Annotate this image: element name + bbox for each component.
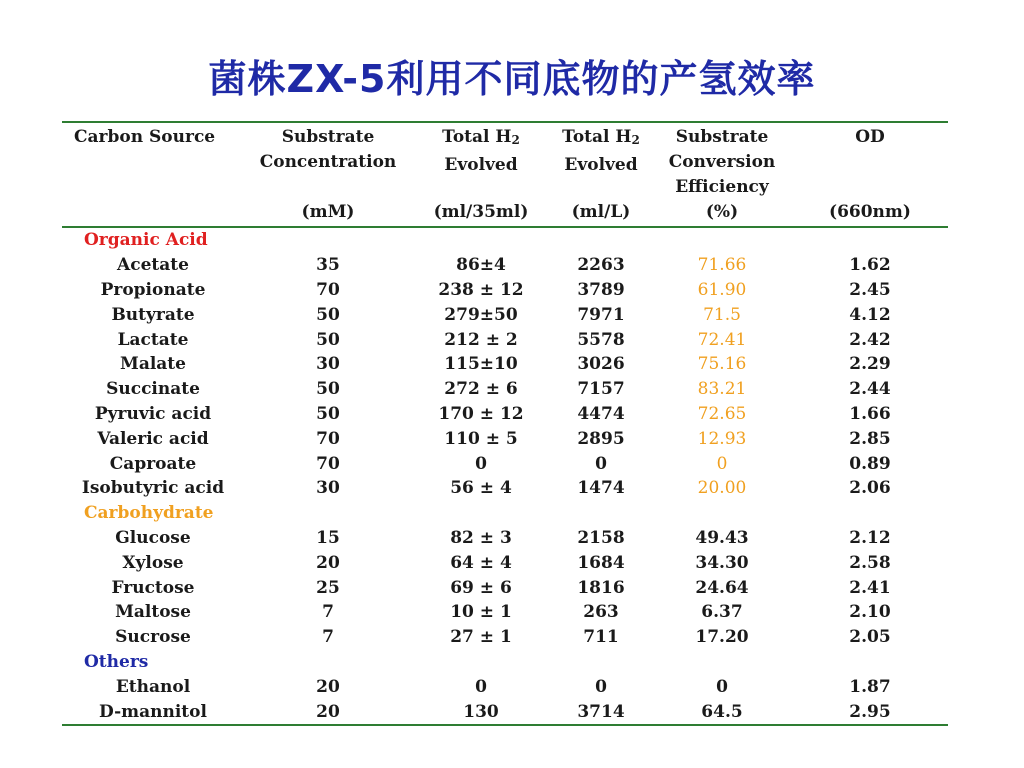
- cell-carbon-source: Caproate: [109, 453, 197, 474]
- cell-total-h2-ml: 170 ± 12: [438, 403, 524, 424]
- table-row: [62, 377, 948, 402]
- cell-substrate-concentration: 30: [316, 478, 340, 499]
- cell-substrate-concentration: 70: [316, 428, 340, 449]
- header-efficiency-line2: Conversion: [668, 152, 776, 172]
- cell-total-h2-ml: 0: [475, 676, 487, 697]
- cell-od: 2.06: [849, 478, 891, 499]
- cell-total-h2-ml: 82 ± 3: [450, 527, 512, 548]
- cell-od: 0.89: [849, 453, 891, 474]
- cell-total-h2-ml: 86±4: [456, 255, 506, 276]
- table-row: [62, 253, 948, 278]
- cell-conversion-efficiency: 12.93: [697, 428, 747, 449]
- header-conversion-efficiency: [652, 122, 792, 200]
- cell-conversion-efficiency: 0: [716, 676, 728, 697]
- cell-total-h2-ml: 115±10: [444, 354, 518, 375]
- cell-total-h2-ml: 56 ± 4: [450, 478, 512, 499]
- cell-substrate-concentration: 15: [316, 527, 340, 548]
- table-row: [62, 600, 948, 625]
- header-total-h2-ml: [412, 122, 550, 200]
- cell-carbon-source: Maltose: [115, 602, 191, 623]
- cell-carbon-source: Acetate: [117, 255, 189, 276]
- section-others: [62, 650, 948, 675]
- table-row: [62, 302, 948, 327]
- cell-conversion-efficiency: 20.00: [697, 478, 747, 499]
- cell-carbon-source: Isobutyric acid: [81, 478, 225, 499]
- cell-total-h2-ml: 0: [475, 453, 487, 474]
- cell-total-h2-l: 7971: [577, 304, 625, 325]
- header-total-h2-l-line1: Total H: [562, 127, 632, 147]
- cell-carbon-source: Succinate: [106, 379, 200, 400]
- cell-total-h2-l: 1684: [577, 552, 625, 573]
- cell-total-h2-ml: 64 ± 4: [450, 552, 512, 573]
- cell-substrate-concentration: 20: [316, 676, 340, 697]
- cell-total-h2-ml: 130: [412, 699, 550, 725]
- cell-conversion-efficiency: 72.65: [697, 403, 747, 424]
- header-total-h2-ml-line1: Total H: [442, 127, 512, 147]
- cell-substrate-concentration: 7: [322, 627, 334, 648]
- header-substrate-concentration-line2: Concentration: [259, 152, 397, 172]
- cell-od: 2.12: [849, 527, 891, 548]
- cell-total-h2-ml: 272 ± 6: [444, 379, 518, 400]
- cell-od: 4.12: [849, 304, 891, 325]
- header-total-h2-ml-line2: Evolved: [444, 155, 518, 175]
- cell-conversion-efficiency: 49.43: [695, 527, 749, 548]
- cell-od: 2.58: [849, 552, 891, 573]
- cell-total-h2-l: 3789: [577, 279, 625, 300]
- cell-conversion-efficiency: 72.41: [697, 329, 747, 350]
- cell-conversion-efficiency: 17.20: [695, 627, 749, 648]
- cell-substrate-concentration: 50: [316, 403, 340, 424]
- header-total-h2-l-line2: Evolved: [564, 155, 638, 175]
- header-row: [62, 122, 948, 200]
- cell-substrate-concentration: 50: [316, 379, 340, 400]
- header-od: [792, 122, 948, 200]
- substrate-hydrogen-table: [62, 121, 948, 726]
- cell-carbon-source: Butyrate: [111, 304, 195, 325]
- cell-total-h2-l: 2895: [577, 428, 625, 449]
- cell-od: 2.95: [792, 699, 948, 725]
- header-carbon-source-label: Carbon Source: [74, 127, 216, 147]
- cell-od: 2.45: [849, 279, 891, 300]
- cell-carbon-source: Malate: [120, 354, 186, 375]
- cell-conversion-efficiency: 61.90: [697, 279, 747, 300]
- cell-od: 2.29: [849, 354, 891, 375]
- cell-carbon-source: Sucrose: [115, 627, 191, 648]
- cell-total-h2-ml: 212 ± 2: [444, 329, 518, 350]
- cell-conversion-efficiency: 71.5: [703, 304, 741, 325]
- cell-carbon-source: Xylose: [122, 552, 184, 573]
- cell-total-h2-l: 4474: [577, 403, 625, 424]
- cell-substrate-concentration: 35: [316, 255, 340, 276]
- table-row: [62, 526, 948, 551]
- cell-substrate-concentration: 50: [316, 329, 340, 350]
- cell-carbon-source: Valeric acid: [97, 428, 209, 449]
- cell-od: 1.87: [849, 676, 891, 697]
- table-header: [62, 122, 948, 227]
- table-row: [62, 327, 948, 352]
- cell-od: 2.05: [849, 627, 891, 648]
- table-row: [62, 476, 948, 501]
- cell-total-h2-l: 3026: [577, 354, 625, 375]
- cell-total-h2-l: 2263: [577, 255, 625, 276]
- table-row: [62, 402, 948, 427]
- section-label: Organic Acid: [84, 230, 208, 251]
- table-row: [62, 278, 948, 303]
- page-title: 菌株ZX-5利用不同底物的产氢效率: [208, 57, 816, 101]
- cell-od: 2.41: [849, 577, 891, 598]
- table-row: [62, 674, 948, 699]
- table-row: [62, 352, 948, 377]
- section-carbohydrate: [62, 501, 948, 526]
- cell-total-h2-ml: 10 ± 1: [450, 602, 512, 623]
- cell-carbon-source: Lactate: [117, 329, 189, 350]
- header-od-label: OD: [855, 127, 885, 147]
- cell-conversion-efficiency: 83.21: [697, 379, 747, 400]
- cell-total-h2-l: 2158: [577, 527, 625, 548]
- cell-total-h2-ml: 27 ± 1: [450, 627, 512, 648]
- unit-efficiency: (%): [652, 200, 792, 227]
- header-total-h2-l: [550, 122, 652, 200]
- unit-total-h2-l: (ml/L): [550, 200, 652, 227]
- cell-carbon-source: Glucose: [115, 527, 191, 548]
- cell-total-h2-ml: 69 ± 6: [450, 577, 512, 598]
- table-row: [62, 451, 948, 476]
- cell-conversion-efficiency: 75.16: [697, 354, 747, 375]
- cell-total-h2-l: 1474: [577, 478, 625, 499]
- cell-substrate-concentration: 70: [316, 453, 340, 474]
- header-substrate-concentration-line1: Substrate: [281, 127, 375, 147]
- cell-substrate-concentration: 7: [322, 602, 334, 623]
- cell-total-h2-l: 263: [583, 602, 619, 623]
- cell-total-h2-l: 7157: [577, 379, 625, 400]
- cell-od: 1.62: [849, 255, 891, 276]
- table-row: [62, 426, 948, 451]
- header-efficiency-line3: Efficiency: [675, 177, 769, 197]
- header-total-h2-l-subscript: 2: [631, 133, 640, 147]
- cell-conversion-efficiency: 34.30: [695, 552, 749, 573]
- cell-conversion-efficiency: 64.5: [652, 699, 792, 725]
- unit-carbon-source: [62, 200, 244, 227]
- cell-od: 2.44: [849, 379, 891, 400]
- unit-substrate-concentration: (mM): [244, 200, 412, 227]
- cell-substrate-concentration: 50: [316, 304, 340, 325]
- cell-conversion-efficiency: 0: [716, 453, 728, 474]
- cell-substrate-concentration: 25: [316, 577, 340, 598]
- cell-substrate-concentration: 30: [316, 354, 340, 375]
- cell-total-h2-l: 0: [595, 676, 607, 697]
- cell-carbon-source: Propionate: [100, 279, 206, 300]
- cell-total-h2-ml: 279±50: [444, 304, 518, 325]
- cell-od: 2.85: [849, 428, 891, 449]
- cell-carbon-source: Pyruvic acid: [94, 403, 212, 424]
- cell-substrate-concentration: 20: [316, 552, 340, 573]
- data-table-container: [62, 121, 948, 726]
- section-label: Carbohydrate: [84, 503, 214, 524]
- cell-total-h2-l: 711: [583, 627, 619, 648]
- section-label: Others: [84, 651, 149, 672]
- cell-total-h2-l: 3714: [550, 699, 652, 725]
- unit-od: (660nm): [792, 200, 948, 227]
- cell-od: 2.10: [849, 602, 891, 623]
- header-efficiency-line1: Substrate: [675, 127, 769, 147]
- table-row: [62, 625, 948, 650]
- cell-substrate-concentration: 70: [316, 279, 340, 300]
- cell-substrate-concentration: 20: [244, 699, 412, 725]
- table-body: [62, 227, 948, 725]
- cell-od: 1.66: [849, 403, 891, 424]
- header-carbon-source: [62, 122, 244, 200]
- unit-total-h2-ml: (ml/35ml): [412, 200, 550, 227]
- units-row: [62, 200, 948, 227]
- cell-carbon-source: D-mannitol: [62, 699, 244, 725]
- cell-total-h2-ml: 110 ± 5: [444, 428, 518, 449]
- table-row: [62, 550, 948, 575]
- header-substrate-concentration: [244, 122, 412, 200]
- cell-carbon-source: Fructose: [111, 577, 195, 598]
- cell-total-h2-l: 0: [595, 453, 607, 474]
- cell-conversion-efficiency: 71.66: [697, 255, 747, 276]
- section-organic-acid: [62, 227, 948, 253]
- cell-conversion-efficiency: 6.37: [701, 602, 743, 623]
- cell-od: 2.42: [849, 329, 891, 350]
- cell-total-h2-l: 5578: [577, 329, 625, 350]
- cell-carbon-source: Ethanol: [115, 676, 191, 697]
- cell-conversion-efficiency: 24.64: [695, 577, 749, 598]
- header-total-h2-ml-subscript: 2: [511, 133, 520, 147]
- cell-total-h2-l: 1816: [577, 577, 625, 598]
- cell-total-h2-ml: 238 ± 12: [438, 279, 524, 300]
- table-row: [62, 575, 948, 600]
- table-row: [62, 699, 948, 725]
